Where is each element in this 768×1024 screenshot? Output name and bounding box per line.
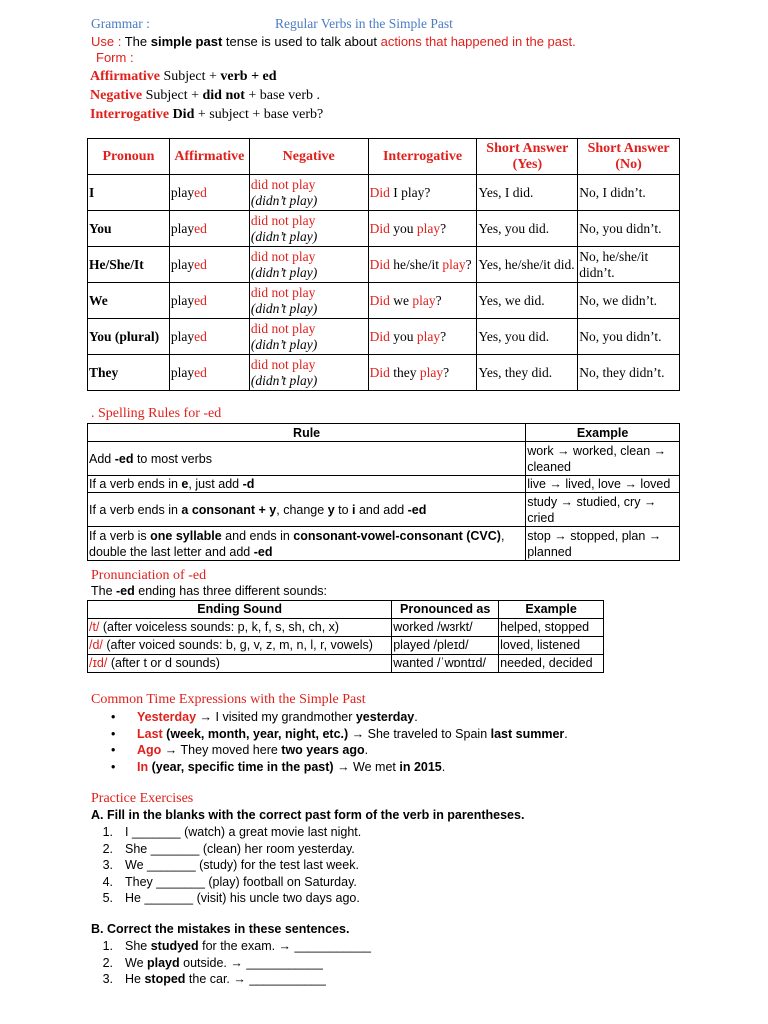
list-item: 1. She studyed for the exam. → ___________ — [102, 939, 371, 953]
list-item: • Last (week, month, year, night, etc.) → She traveled to Spain last summer. — [111, 726, 568, 743]
form-negative: Negative Subject + did not + base verb . — [90, 88, 321, 103]
header-affirmative: Affirmative — [169, 139, 249, 175]
header-negative: Negative — [249, 139, 368, 175]
header-rule: Rule — [88, 424, 526, 442]
exercise-b-heading: B. Correct the mistakes in these sentences. — [91, 922, 350, 936]
table-row: You (plural) played did not play (didn’t play) Did you play? Yes, you did. No, you didn’t. — [88, 319, 680, 355]
pronunciation-table — [87, 600, 604, 673]
header-pronoun: Pronoun — [88, 139, 170, 175]
table-row: /d/ (after voiced sounds: b, g, v, z, m, n, l, r, vowels) played /pleɪd/ loved, listened — [88, 637, 604, 655]
list-item: • In (year, specific time in the past) → We met in 2015. — [111, 759, 568, 776]
table-row: I played did not play (didn’t play) Did I play? Yes, I did. No, I didn’t. — [88, 175, 680, 211]
header-example: Example — [526, 424, 680, 442]
time-expressions-list — [111, 709, 568, 775]
form-label: Form : — [96, 50, 134, 65]
table-row: If a verb ends in e, just add -d live → lived, love → loved — [88, 476, 680, 493]
header-ending-sound: Ending Sound — [88, 601, 392, 619]
header-pronounced-as: Pronounced as — [392, 601, 499, 619]
table-row: They played did not play (didn’t play) Did they play? Yes, they did. No, they didn’t. — [88, 355, 680, 391]
use-line: Use : The simple past tense is used to talk about actions that happened in the past. — [91, 34, 576, 49]
table-row: He/She/It played did not play (didn’t play) Did he/she/it play? Yes, he/she/it did. No, he/she/it didn’t. — [88, 247, 680, 283]
form-rules — [90, 67, 323, 124]
table-row: /t/ (after voiceless sounds: p, k, f, s, sh, ch, x) worked /wɜrkt/ helped, stopped — [88, 619, 604, 637]
list-item: 2. She _______ (clean) her room yesterday. — [102, 841, 355, 856]
header-short-yes: Short Answer (Yes) — [477, 139, 578, 175]
pronunciation-intro: The -ed ending has three different sounds: — [91, 584, 328, 598]
form-interrogative: Interrogative Did + subject + base verb? — [90, 107, 324, 122]
list-item: 2. We playd outside. → ___________ — [102, 955, 323, 970]
list-item: • Ago → They moved here two years ago. — [111, 742, 568, 759]
exercise-a-list — [87, 824, 361, 907]
list-item: 1. I _______ (watch) a great movie last night. — [102, 825, 362, 839]
list-item: 5. He _______ (visit) his uncle two days ago. — [102, 891, 360, 905]
list-item: 3. We _______ (study) for the test last week. — [102, 858, 359, 872]
spelling-title: . Spelling Rules for -ed — [91, 406, 222, 421]
list-item: • Yesterday → I visited my grandmother yesterday. — [111, 709, 568, 726]
table-row: If a verb is one syllable and ends in consonant-vowel-consonant (CVC), double the last letter and add -ed stop → stopped, plan → planned — [88, 527, 680, 561]
header-short-no: Short Answer (No) — [578, 139, 680, 175]
grammar-label: Grammar : — [91, 16, 150, 31]
exercise-b-list — [87, 938, 371, 988]
practice-title: Practice Exercises — [91, 791, 194, 806]
header-example: Example — [499, 601, 604, 619]
form-affirmative: Affirmative Subject + verb + ed — [90, 69, 277, 84]
header-interrogative: Interrogative — [368, 139, 477, 175]
pronunciation-title: Pronunciation of -ed — [91, 568, 207, 583]
spelling-table — [87, 423, 680, 561]
table-row: You played did not play (didn’t play) Did you play? Yes, you did. No, you didn’t. — [88, 211, 680, 247]
time-expressions-title: Common Time Expressions with the Simple Past — [91, 692, 366, 707]
list-item: 4. They _______ (play) football on Saturday. — [102, 874, 357, 889]
table-row: If a verb ends in a consonant + y, change y to i and add -ed study → studied, cry → cried — [88, 493, 680, 527]
table-row: /ɪd/ (after t or d sounds) wanted /ˈwɒntɪd/ needed, decided — [88, 655, 604, 673]
conjugation-header-row — [88, 139, 680, 175]
page-title: Regular Verbs in the Simple Past — [275, 16, 453, 31]
table-row: Add -ed to most verbs work → worked, clean → cleaned — [88, 442, 680, 476]
table-row: We played did not play (didn’t play) Did we play? Yes, we did. No, we didn’t. — [88, 283, 680, 319]
list-item: 3. He stoped the car. → ___________ — [102, 972, 326, 986]
exercise-a-heading: A. Fill in the blanks with the correct past form of the verb in parentheses. — [91, 808, 525, 822]
conjugation-table — [87, 138, 680, 391]
